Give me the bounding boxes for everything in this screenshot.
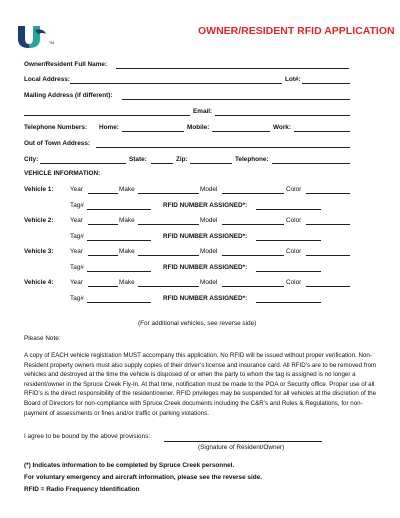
- agreement-label: I agree to be bound by the above provisions:: [24, 433, 151, 440]
- mailing-address-line2-field[interactable]: [24, 115, 190, 116]
- vehicle-4-make-field[interactable]: [138, 286, 199, 287]
- logo: [16, 22, 50, 50]
- full-name-field[interactable]: [116, 68, 349, 69]
- additional-vehicles-note: (For additional vehicles, see reverse side): [138, 320, 257, 327]
- vehicle-2-model-field[interactable]: [222, 224, 284, 225]
- lot-label: Lot#:: [285, 76, 301, 83]
- vehicle-2-tag-label: Tag#: [70, 233, 84, 240]
- vehicle-3-rfid-label: RFID NUMBER ASSIGNED*:: [163, 264, 248, 271]
- local-address-label: Local Address:: [24, 76, 70, 83]
- vehicle-3-year-label: Year: [70, 248, 83, 255]
- vehicle-1-rfid-label: RFID NUMBER ASSIGNED*:: [163, 202, 248, 209]
- vehicle-4-year-label: Year: [70, 279, 83, 286]
- vehicle-3-label: Vehicle 3:: [24, 248, 54, 255]
- city-field[interactable]: [40, 163, 126, 164]
- vehicle-3-color-field[interactable]: [306, 255, 350, 256]
- home-phone-field[interactable]: [122, 131, 184, 132]
- vehicle-1-make-field[interactable]: [138, 193, 199, 194]
- mailing-address-label: Mailing Address (if different):: [24, 92, 113, 99]
- mailing-address-field[interactable]: [122, 99, 350, 100]
- vehicle-4-rfid-field[interactable]: [256, 302, 321, 303]
- vehicle-3-tag-field[interactable]: [87, 271, 151, 272]
- telephone-field[interactable]: [272, 163, 350, 164]
- vehicle-3-make-label: Make: [119, 248, 135, 255]
- vehicle-3-rfid-field[interactable]: [256, 271, 321, 272]
- footer-note-personnel: (*) Indicates information to be completed by Spruce Creek personnel.: [24, 462, 235, 469]
- trademark-mark: TM: [49, 41, 55, 45]
- email-field[interactable]: [215, 115, 350, 116]
- work-phone-field[interactable]: [294, 131, 350, 132]
- zip-label: Zip:: [176, 156, 188, 163]
- footer-note-reverse: For voluntary emergency and aircraft information, please see the reverse side.: [24, 474, 262, 481]
- home-label: Home:: [99, 124, 119, 131]
- vehicle-1-make-label: Make: [119, 186, 135, 193]
- out-of-town-address-field[interactable]: [96, 147, 350, 148]
- vehicle-3-color-label: Color: [286, 248, 302, 255]
- vehicle-4-rfid-label: RFID NUMBER ASSIGNED*:: [163, 295, 248, 302]
- vehicle-2-label: Vehicle 2:: [24, 217, 54, 224]
- vehicle-1-tag-label: Tag#: [70, 202, 84, 209]
- vehicle-1-year-label: Year: [70, 186, 83, 193]
- vehicle-2-color-label: Color: [286, 217, 302, 224]
- vehicle-information-heading: VEHICLE INFORMATION:: [24, 170, 101, 177]
- vehicle-3-year-field[interactable]: [88, 255, 118, 256]
- vehicle-2-make-field[interactable]: [138, 224, 199, 225]
- mobile-phone-field[interactable]: [212, 131, 270, 132]
- vehicle-2-year-field[interactable]: [88, 224, 118, 225]
- vehicle-2-model-label: Model: [200, 217, 218, 224]
- vehicle-4-color-label: Color: [286, 279, 302, 286]
- vehicle-3-model-label: Model: [200, 248, 218, 255]
- zip-field[interactable]: [190, 163, 232, 164]
- terms-paragraph: A copy of EACH vehicle registration MUST accompany this application. No RFID will be issued without proper verification. Non-Resident property owners must also supply copies of their driver’s license and insurance card. All RFID’s are to be removed from vehicles and destroyed at the time the vehicle is disposed of or when the party to whom the tag is assigned is no longer a resident/owner in the Spruce Creek Fly-In. At that time, notification must be made to the POA or Security office. Proper use of all RFID’s is the direct responsibility of the resident/owner. RFID privileges may be suspended for all vehicles at the discretion of the Board of Directors for non-compliance with Spruce Creek documents including the C&R’s and Rules & Regulations, for non-payment of assessments or fines and/or traffic or parking violations.: [24, 352, 377, 417]
- telephone-numbers-label: Telephone Numbers:: [24, 124, 88, 131]
- vehicle-3-model-field[interactable]: [222, 255, 284, 256]
- vehicle-1-model-label: Model: [200, 186, 218, 193]
- vehicle-4-year-field[interactable]: [88, 286, 118, 287]
- vehicle-2-rfid-field[interactable]: [256, 240, 321, 241]
- vehicle-1-label: Vehicle 1:: [24, 186, 54, 193]
- email-label: Email:: [193, 108, 213, 115]
- vehicle-1-color-field[interactable]: [306, 193, 350, 194]
- vehicle-1-rfid-field[interactable]: [256, 209, 321, 210]
- full-name-label: Owner/Resident Full Name:: [24, 61, 108, 68]
- vehicle-2-tag-field[interactable]: [87, 240, 151, 241]
- vehicle-4-label: Vehicle 4:: [24, 279, 54, 286]
- out-of-town-address-label: Out of Town Address:: [24, 140, 91, 147]
- vehicle-1-model-field[interactable]: [222, 193, 284, 194]
- lot-field[interactable]: [302, 83, 350, 84]
- page-title: OWNER/RESIDENT RFID APPLICATION: [198, 25, 395, 37]
- telephone-label: Telephone:: [235, 156, 269, 163]
- vehicle-1-tag-field[interactable]: [87, 209, 151, 210]
- footer-note-rfid-definition: RFID = Radio Frequency Identification: [24, 486, 140, 493]
- vehicle-3-make-field[interactable]: [138, 255, 199, 256]
- signature-field[interactable]: [164, 441, 322, 442]
- state-field[interactable]: [151, 163, 173, 164]
- vehicle-4-model-label: Model: [200, 279, 218, 286]
- spruce-creek-logo-icon: [16, 22, 50, 50]
- state-label: State:: [129, 156, 147, 163]
- vehicle-2-color-field[interactable]: [306, 224, 350, 225]
- vehicle-2-year-label: Year: [70, 217, 83, 224]
- local-address-field[interactable]: [70, 83, 282, 84]
- vehicle-2-rfid-label: RFID NUMBER ASSIGNED*:: [163, 233, 248, 240]
- vehicle-1-color-label: Color: [286, 186, 302, 193]
- signature-caption: (Signature of Resident/Owner): [198, 444, 285, 451]
- work-label: Work:: [273, 124, 291, 131]
- vehicle-2-make-label: Make: [119, 217, 135, 224]
- mobile-label: Mobile:: [187, 124, 210, 131]
- vehicle-4-make-label: Make: [119, 279, 135, 286]
- vehicle-4-tag-field[interactable]: [87, 302, 151, 303]
- vehicle-3-tag-label: Tag#: [70, 264, 84, 271]
- vehicle-4-model-field[interactable]: [222, 286, 284, 287]
- vehicle-1-year-field[interactable]: [88, 193, 118, 194]
- vehicle-4-color-field[interactable]: [306, 286, 350, 287]
- please-note-label: Please Note:: [24, 335, 61, 342]
- vehicle-4-tag-label: Tag#: [70, 295, 84, 302]
- city-label: City:: [24, 156, 39, 163]
